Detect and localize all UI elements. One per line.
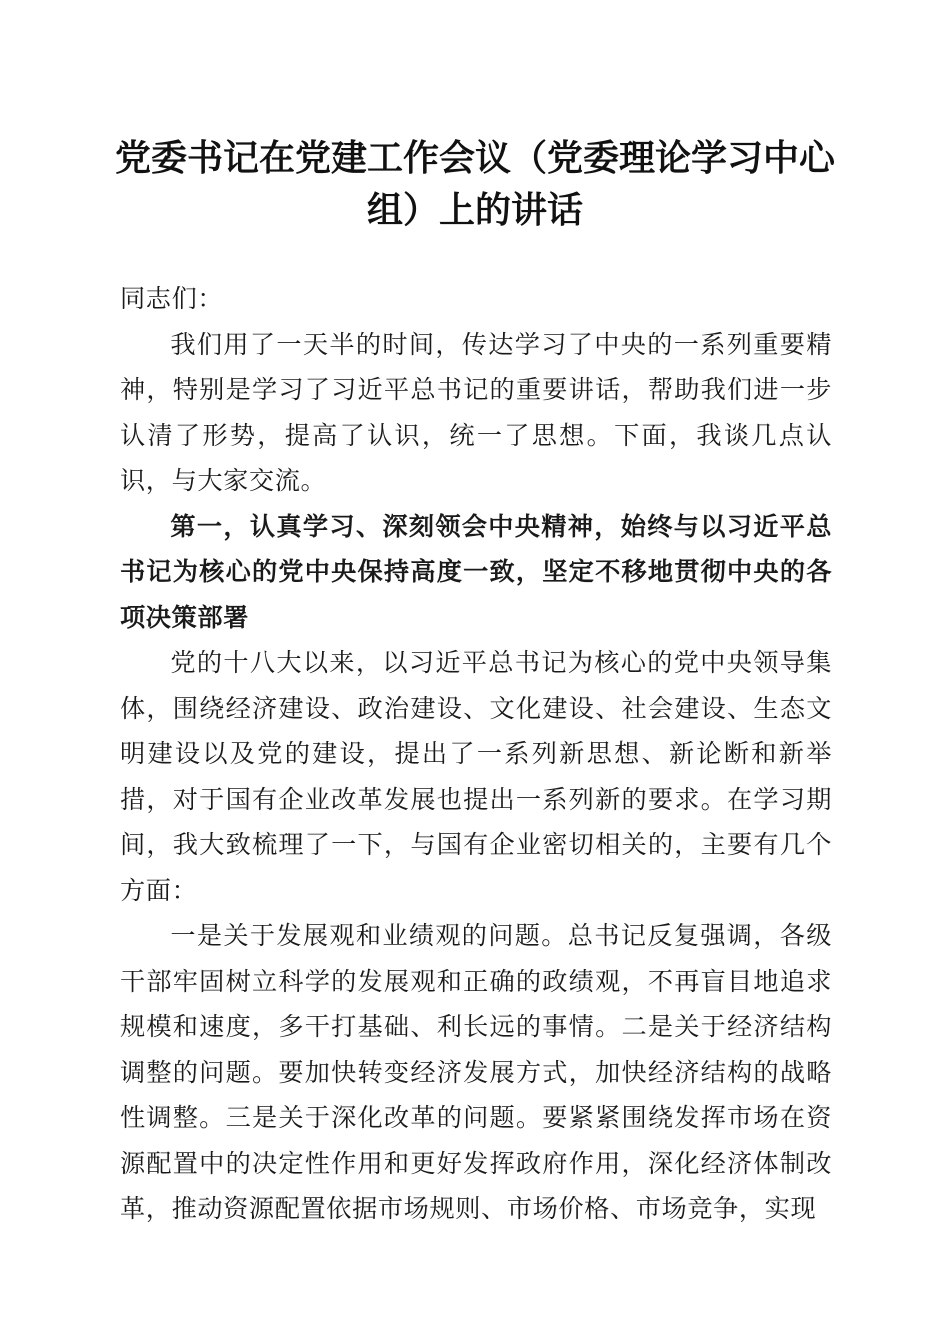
- document-title: 党委书记在党建工作会议（党委理论学习中心组）上的讲话: [114, 137, 835, 231]
- paragraph-points: 一是关于发展观和业绩观的问题。总书记反复强调，各级干部牢固树立科学的发展观和正确的政绩观，不再盲目地追求规模和速度，多干打基础、利长远的事情。二是关于经济结构调整的问题。要加快转变经济发展方式，加快经济结构的战略性调整。三是关于深化改革的问题。要紧紧围绕发挥市场在资源配置中的决定性作用和更好发挥政府作用，深化经济体制改革，推动资源配置依据市场规则、市场价格、市场竞争，实现: [120, 921, 832, 1223]
- section-heading-first: 第一，认真学习、深刻领会中央精神，始终与以习近平总书记为核心的党中央保持高度一致，坚定不移地贯彻中央的各项决策部署: [120, 510, 832, 632]
- salutation: 同志们：: [120, 284, 224, 313]
- paragraph-intro: 我们用了一天半的时间，传达学习了中央的一系列重要精神，特别是学习了习近平总书记的重要讲话，帮助我们进一步认清了形势，提高了认识，统一了思想。下面，我谈几点认识，与大家交流。: [120, 329, 832, 495]
- document-body: [120, 276, 832, 1232]
- paragraph-context: 党的十八大以来，以习近平总书记为核心的党中央领导集体，围绕经济建设、政治建设、文化建设、社会建设、生态文明建设以及党的建设，提出了一系列新思想、新论断和新举措，对于国有企业改革发展也提出一系列新的要求。在学习期间，我大致梳理了一下，与国有企业密切相关的，主要有几个方面：: [120, 648, 832, 905]
